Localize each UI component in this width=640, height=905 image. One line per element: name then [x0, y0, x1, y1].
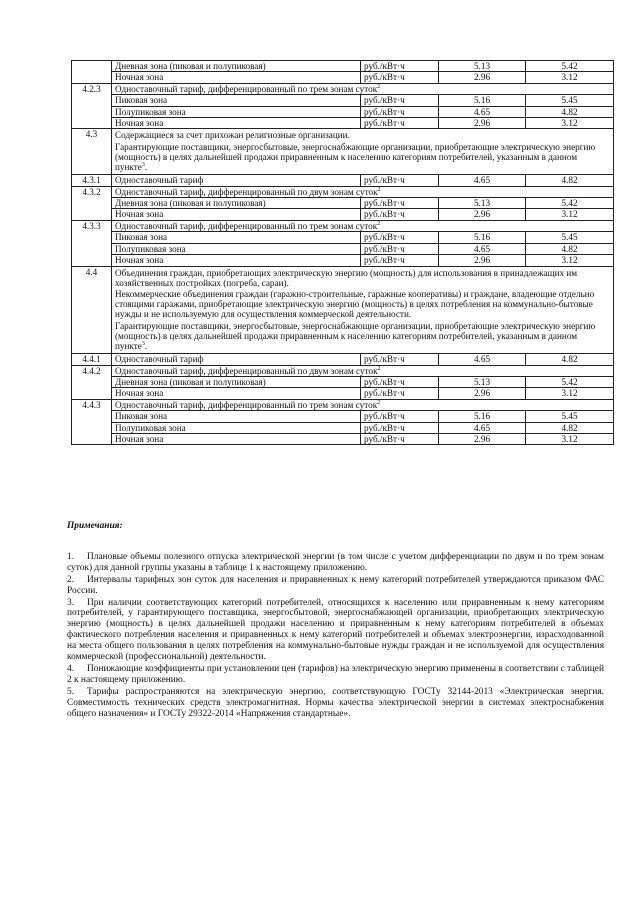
tariff-value-2: 3.12	[526, 118, 614, 129]
table-row	[72, 255, 614, 266]
unit-cell: руб./кВт·ч	[361, 209, 439, 220]
unit-cell: руб./кВт·ч	[361, 422, 439, 433]
table-row	[72, 118, 614, 129]
tariff-title	[112, 365, 614, 376]
unit-cell: руб./кВт·ч	[361, 61, 439, 72]
zone-label: Дневная зона (пиковая и полупиковая)	[112, 61, 361, 72]
footnote-ref: 3	[141, 340, 145, 347]
table-row	[72, 266, 614, 354]
tariff-value-1: 4.65	[439, 354, 526, 365]
note-item	[67, 575, 604, 597]
table-row	[72, 376, 614, 387]
table-row	[72, 399, 614, 410]
footnote-ref: 2	[377, 365, 381, 372]
tariff-value-1: 4.65	[439, 175, 526, 186]
note-number: 4.	[67, 663, 75, 674]
table-row	[72, 433, 614, 444]
zone-label: Пиковая зона	[112, 95, 361, 106]
note-item	[67, 598, 604, 663]
tariff-value-1: 2.96	[439, 388, 526, 399]
tariff-value-2: 5.45	[526, 411, 614, 422]
description-paragraph: Гарантирующие поставщики, энергосбытовые, энергоснабжающие организации, приобретающие электрическую энергию (мощность) в целях дальнейшей продажи приравненным к населению категориям потребителей, указанным в данном пункте$^3$.	[115, 141, 596, 173]
description-paragraph: Объединения граждан, приобретающих электрическую энергию (мощность) для использования в принадлежащих им хозяйственных постройках (погреба, сараи).	[115, 267, 578, 288]
category-description	[112, 266, 614, 354]
unit-cell: руб./кВт·ч	[361, 175, 439, 186]
tariff-value-1: 2.96	[439, 118, 526, 129]
unit-cell: руб./кВт·ч	[361, 72, 439, 83]
unit-cell: руб./кВт·ч	[361, 411, 439, 422]
tariff-title-text: Одноставочный тариф, дифференцированный по трем зонам суток	[115, 220, 378, 231]
unit-cell: руб./кВт·ч	[361, 376, 439, 387]
table-row	[72, 72, 614, 83]
tariff-title	[112, 399, 614, 410]
table-row	[72, 175, 614, 186]
zone-label: Ночная зона	[112, 255, 361, 266]
unit-cell: руб./кВт·ч	[361, 255, 439, 266]
table-row	[72, 411, 614, 422]
tariff-value-2: 5.42	[526, 376, 614, 387]
note-number: 3.	[67, 597, 75, 608]
zone-label: Полупиковая зона	[112, 243, 361, 254]
notes-section	[67, 521, 604, 721]
tariff-value-2: 3.12	[526, 255, 614, 266]
note-text: При наличии соответствующих категорий потребителей, относящихся к населению или приравненным к нему категориям потребителей, у гарантирующего поставщика, энергосбытовой, энергоснабжающей организации, приобретающих электрическую энергию (мощность) в целях дальнейшей продажи населению и приравненным к нему категориям потребителей в объемах фактического потребления населения и приравненных к нему категорий потребителей и объемах электроэнергии, израсходованной на места общего пользования в целях потребления на коммунально-бытовые нужды граждан и не используемой для осуществления коммерческой (профессиональной) деятельности.	[67, 597, 604, 663]
table-row	[72, 83, 614, 94]
tariff-title-text: Одноставочный тариф, дифференцированный по двум зонам суток	[115, 365, 378, 376]
note-item	[67, 552, 604, 574]
tariff-value-2: 3.12	[526, 433, 614, 444]
tariff-title	[112, 186, 614, 197]
table-row	[72, 232, 614, 243]
tariff-value-2: 4.82	[526, 422, 614, 433]
unit-cell: руб./кВт·ч	[361, 232, 439, 243]
footnote-ref: 2	[377, 399, 381, 406]
tariff-value-2: 4.82	[526, 354, 614, 365]
tariff-title	[112, 83, 614, 94]
table-row	[72, 209, 614, 220]
table-row	[72, 95, 614, 106]
row-number: 4.4.2	[72, 365, 112, 399]
zone-label: Одноставочный тариф	[112, 175, 361, 186]
tariff-value-1: 4.65	[439, 106, 526, 117]
unit-cell: руб./кВт·ч	[361, 388, 439, 399]
tariff-title-text: Одноставочный тариф, дифференцированный по двум зонам суток	[115, 186, 378, 197]
unit-cell: руб./кВт·ч	[361, 433, 439, 444]
zone-label: Ночная зона	[112, 72, 361, 83]
table-row	[72, 129, 614, 175]
tariff-value-1: 5.16	[439, 95, 526, 106]
tariff-value-2: 4.82	[526, 175, 614, 186]
tariff-value-1: 5.16	[439, 411, 526, 422]
tariff-value-1: 4.65	[439, 243, 526, 254]
note-item	[67, 687, 604, 720]
table-row	[72, 220, 614, 231]
note-number: 2.	[67, 574, 75, 585]
tariff-value-1: 2.96	[439, 72, 526, 83]
row-number: 4.3	[72, 129, 112, 175]
footnote-ref: 2	[377, 186, 381, 193]
description-paragraph: Содержащиеся за счет прихожан религиозные организации.	[115, 130, 350, 141]
tariff-value-2: 4.82	[526, 243, 614, 254]
row-number: 4.3.2	[72, 186, 112, 220]
notes-list	[67, 552, 604, 720]
row-number: 4.3.3	[72, 220, 112, 266]
zone-label: Ночная зона	[112, 118, 361, 129]
row-number: 4.2.3	[72, 83, 112, 129]
zone-label: Ночная зона	[112, 433, 361, 444]
table-row	[72, 365, 614, 376]
note-text: Понижающие коэффициенты при установлении цен (тарифов) на электрическую энергию применены в соответствии с таблицей 2 к настоящему приложению.	[67, 663, 604, 685]
row-number	[72, 61, 112, 84]
tariff-table-body	[72, 61, 614, 445]
footnote-ref: 3	[141, 161, 145, 168]
zone-label: Дневная зона (пиковая и полупиковая)	[112, 376, 361, 387]
tariff-title	[112, 220, 614, 231]
tariff-value-2: 3.12	[526, 72, 614, 83]
unit-cell: руб./кВт·ч	[361, 198, 439, 209]
description-paragraph: Некоммерческие объединения граждан (гаражно-строительные, гаражные кооперативы) и граждане, владеющие отдельно стоящими гаражами, приобретающие электрическую энергию (мощность) в целях потребления на коммунально-бытовые нужды и не используемую для осуществления коммерческой деятельности.	[115, 288, 595, 320]
tariff-value-1: 5.13	[439, 376, 526, 387]
tariff-value-1: 4.65	[439, 422, 526, 433]
unit-cell: руб./кВт·ч	[361, 95, 439, 106]
tariff-value-2: 3.12	[526, 209, 614, 220]
zone-label: Полупиковая зона	[112, 106, 361, 117]
table-row	[72, 388, 614, 399]
footnote-ref: 2	[377, 83, 381, 90]
tariff-value-2: 5.42	[526, 198, 614, 209]
zone-label: Пиковая зона	[112, 411, 361, 422]
notes-title: Примечания:	[67, 521, 123, 531]
table-row	[72, 106, 614, 117]
zone-label: Дневная зона (пиковая и полупиковая)	[112, 198, 361, 209]
category-description	[112, 129, 614, 175]
tariff-value-1: 2.96	[439, 209, 526, 220]
description-paragraph: Гарантирующие поставщики, энергосбытовые, энергоснабжающие организации, приобретающие электрическую энергию (мощность) в целях дальнейшей продажи приравненным к населению категориям потребителей, указанным в данном пункте$^3$.	[115, 320, 596, 351]
row-number: 4.4.3	[72, 399, 112, 445]
tariff-value-1: 5.13	[439, 61, 526, 72]
table-row	[72, 422, 614, 433]
zone-label: Ночная зона	[112, 388, 361, 399]
tariff-title-text: Одноставочный тариф, дифференцированный по трем зонам суток	[115, 83, 378, 94]
note-number: 1.	[67, 551, 75, 562]
unit-cell: руб./кВт·ч	[361, 118, 439, 129]
note-item	[67, 664, 604, 686]
tariff-value-2: 5.45	[526, 95, 614, 106]
table-row	[72, 61, 614, 72]
tariff-value-2: 5.42	[526, 61, 614, 72]
row-number: 4.4	[72, 266, 112, 354]
row-number: 4.4.1	[72, 354, 112, 365]
unit-cell: руб./кВт·ч	[361, 354, 439, 365]
zone-label: Полупиковая зона	[112, 422, 361, 433]
table-row	[72, 186, 614, 197]
zone-label: Пиковая зона	[112, 232, 361, 243]
table-row	[72, 243, 614, 254]
tariff-value-2: 3.12	[526, 388, 614, 399]
tariff-value-2: 5.45	[526, 232, 614, 243]
table-row	[72, 198, 614, 209]
note-number: 5.	[67, 686, 75, 697]
tariff-value-2: 4.82	[526, 106, 614, 117]
tariff-value-1: 5.16	[439, 232, 526, 243]
row-number: 4.3.1	[72, 175, 112, 186]
zone-label: Ночная зона	[112, 209, 361, 220]
tariff-value-1: 5.13	[439, 198, 526, 209]
unit-cell: руб./кВт·ч	[361, 106, 439, 117]
note-text: Плановые объемы полезного отпуска электрической энергии (в том числе с учетом дифференциации по двум и по трем зонам суток) для данной группы указаны в таблице 1 к настоящему приложению.	[67, 551, 604, 573]
note-text: Интервалы тарифных зон суток для населения и приравненных к нему категорий потребителей утверждаются приказом ФАС России.	[67, 574, 604, 596]
unit-cell: руб./кВт·ч	[361, 243, 439, 254]
table-row	[72, 354, 614, 365]
tariff-value-1: 2.96	[439, 433, 526, 444]
tariff-value-1: 2.96	[439, 255, 526, 266]
zone-label: Одноставочный тариф	[112, 354, 361, 365]
tariff-title-text: Одноставочный тариф, дифференцированный по трем зонам суток	[115, 399, 378, 410]
footnote-ref: 2	[377, 220, 381, 227]
tariff-table	[71, 60, 614, 445]
note-text: Тарифы распространяются на электрическую энергию, соответствующую ГОСТу 32144-2013 «Электрическая энергия. Совместимость технических средств электромагнитная. Нормы качества электрической энергии в системах электроснабжения общего назначения» и ГОСТу 29322-2014 «Напряжения стандартные».	[67, 686, 604, 719]
